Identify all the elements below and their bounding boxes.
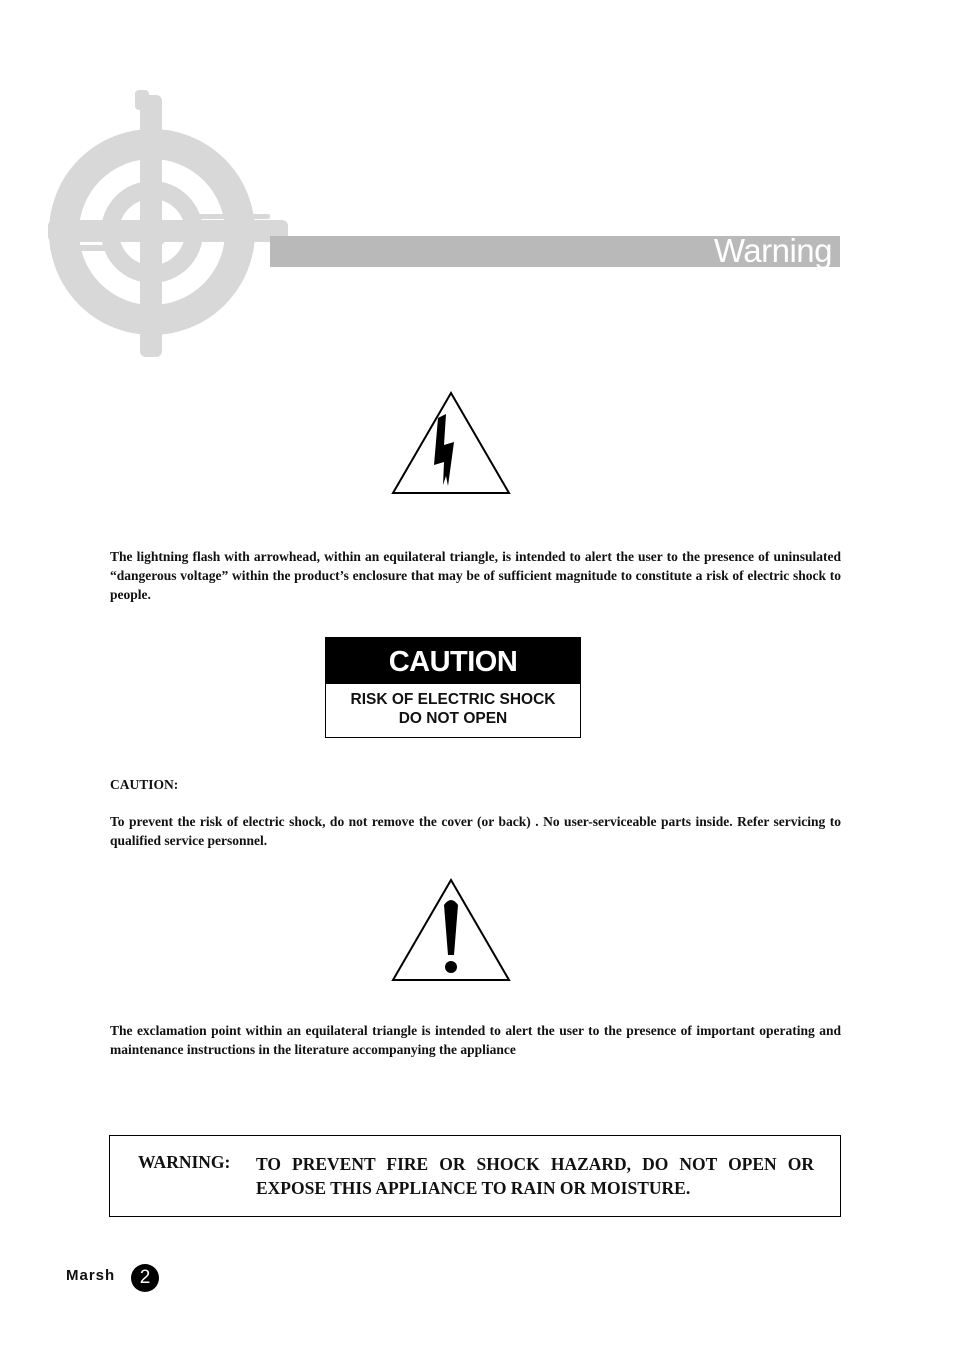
exclamation-triangle-icon xyxy=(390,877,512,983)
brand-name: Marsh xyxy=(66,1267,116,1284)
warning-box xyxy=(109,1135,841,1217)
warning-text xyxy=(256,1152,814,1200)
warning-label: WARNING: xyxy=(138,1152,231,1172)
exclamation-description: The exclamation point within an equilateral triangle is intended to alert the user to the presence of important operating and maintenance instructions in the literature accompanying the appliance xyxy=(110,1023,841,1057)
lightning-description: The lightning flash with arrowhead, within an equilateral triangle, is intended to alert the user to the presence of uninsulated “dangerous voltage” within the product’s enclosure that may be of sufficient magnitude to constitute a risk of electric shock to people. xyxy=(110,549,841,602)
caution-heading: CAUTION: xyxy=(110,777,179,792)
title-bar xyxy=(270,232,840,269)
caution-label xyxy=(325,637,581,738)
caution-label-title: CAUTION xyxy=(326,638,580,684)
page-number: 2 xyxy=(131,1264,159,1292)
caution-label-line1: RISK OF ELECTRIC SHOCK xyxy=(350,691,556,708)
lightning-triangle-icon xyxy=(390,390,512,496)
caution-text: To prevent the risk of electric shock, do not remove the cover (or back) . No user-serviceable parts inside. Refer servicing to qualified service personnel. xyxy=(110,814,841,848)
warning-line1: TO PREVENT FIRE OR SHOCK HAZARD, DO NOT OPEN OR xyxy=(256,1154,814,1174)
page-title: Warning xyxy=(713,232,832,269)
warning-line2: EXPOSE THIS APPLIANCE TO RAIN OR MOISTURE. xyxy=(256,1178,691,1198)
caution-label-line2: DO NOT OPEN xyxy=(398,710,508,727)
crosshair-emblem xyxy=(40,90,300,365)
